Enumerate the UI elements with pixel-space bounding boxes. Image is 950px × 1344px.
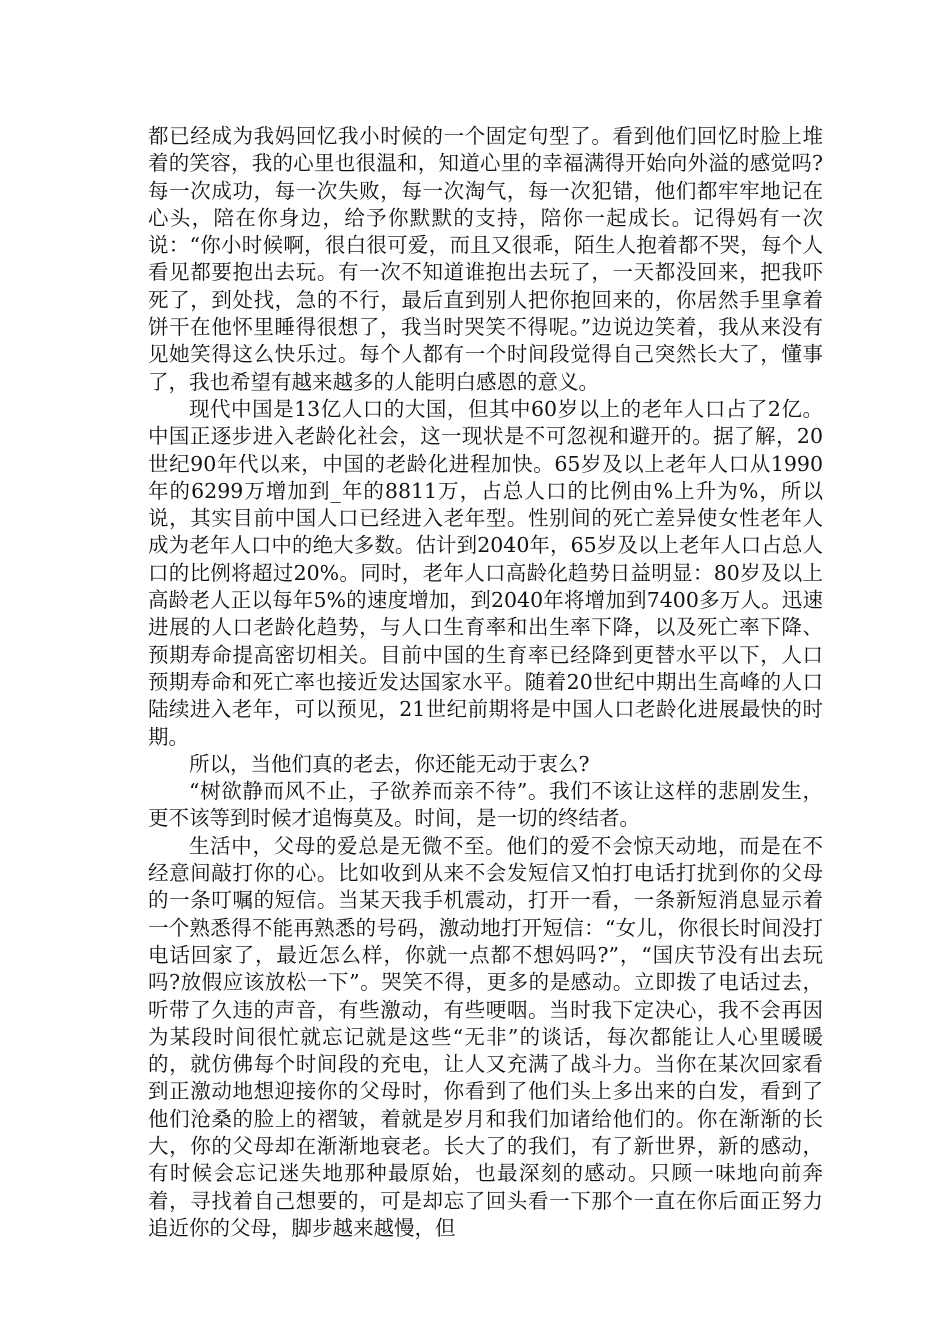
document-body <box>148 123 823 1242</box>
paragraph-question: 所以，当他们真的老去，你还能无动于衷么? <box>189 751 590 776</box>
paragraph-aging-population: 现代中国是13亿人口的大国，但其中60岁以上的老年人口占了2亿。中国正逐步进入老龄化社会，这一现状是不可忽视和避开的。据了解，20世纪90年代以来，中国的老龄化进程加快。65岁及以上老年人口从1990年的6299万增加到_年的8811万，占总人口的比例由%上升为%，所以说，其实目前中国人口已经进入老年型。性别间的死亡差异使女性老年人成为老年人口中的绝大多数。估计到2040年，65岁及以上老年人口占总人口的比例将超过20%。同时，老年人口高龄化趋势日益明显：80岁及以上高龄老人正以每年5%的速度增加，到2040年将增加到7400多万人。迅速进展的人口老龄化趋势，与人口生育率和出生率下降，以及死亡率下降、预期寿命提高密切相关。目前中国的生育率已经降到更替水平以下，人口预期寿命和死亡率也接近发达国家水平。随着20世纪中期出生高峰的人口陆续进入老年，可以预见，21世纪前期将是中国人口老龄化进展最快的时期。 <box>148 396 823 749</box>
paragraph-proverb: “树欲静而风不止，子欲养而亲不待”。我们不该让这样的悲剧发生，更不该等到时候才追悔莫及。时间，是一切的终结者。 <box>148 779 823 831</box>
paragraph-memories: 都已经成为我妈回忆我小时候的一个固定句型了。看到他们回忆时脸上堆着的笑容，我的心里也很温和，知道心里的幸福满得开始向外溢的感觉吗?每一次成功，每一次失败，每一次淘气，每一次犯错，他们都牢牢地记在心头，陪在你身边，给予你默默的支持，陪你一起成长。记得妈有一次说：“你小时候啊，很白很可爱，而且又很乖，陌生人抱着都不哭，每个人看见都要抱出去玩。有一次不知道谁抱出去玩了，一天都没回来，把我吓死了，到处找，急的不行，最后直到别人把你抱回来的，你居然手里拿着饼干在他怀里睡得很想了，我当时哭笑不得呢。”边说边笑着，我从来没有见她笑得这么快乐过。每个人都有一个时间段觉得自己突然长大了，懂事了，我也希望有越来越多的人能明白感恩的意义。 <box>148 124 823 394</box>
paragraph-parents-love: 生活中，父母的爱总是无微不至。他们的爱不会惊天动地，而是在不经意间敲打你的心。比如收到从来不会发短信又怕打电话打扰到你的父母的一条叮嘱的短信。当某天我手机震动，打开一看，一条新短消息显示着一个熟悉得不能再熟悉的号码，激动地打开短信：“女儿，你很长时间没打电话回家了，最近怎么样，你就一点都不想妈吗?”，“国庆节没有出去玩吗?放假应该放松一下”。哭笑不得，更多的是感动。立即拨了电话过去，听带了久违的声音，有些激动，有些哽咽。当时我下定决心，我不会再因为某段时间很忙就忘记就是这些“无非”的谈话，每次都能让人心里暖暖的，就仿佛每个时间段的充电，让人又充满了战斗力。当你在某次回家看到正激动地想迎接你的父母时，你看到了他们头上多出来的白发，看到了他们沧桑的脸上的褶皱，着就是岁月和我们加诸给他们的。你在渐渐的长大，你的父母却在渐渐地衰老。长大了的我们，有了新世界，新的感动，有时候会忘记迷失地那种最原始，也最深刻的感动。只顾一味地向前奔着，寻找着自己想要的，可是却忘了回头看一下那个一直在你后面正努力追近你的父母，脚步越来越慢，但 <box>148 833 823 1240</box>
